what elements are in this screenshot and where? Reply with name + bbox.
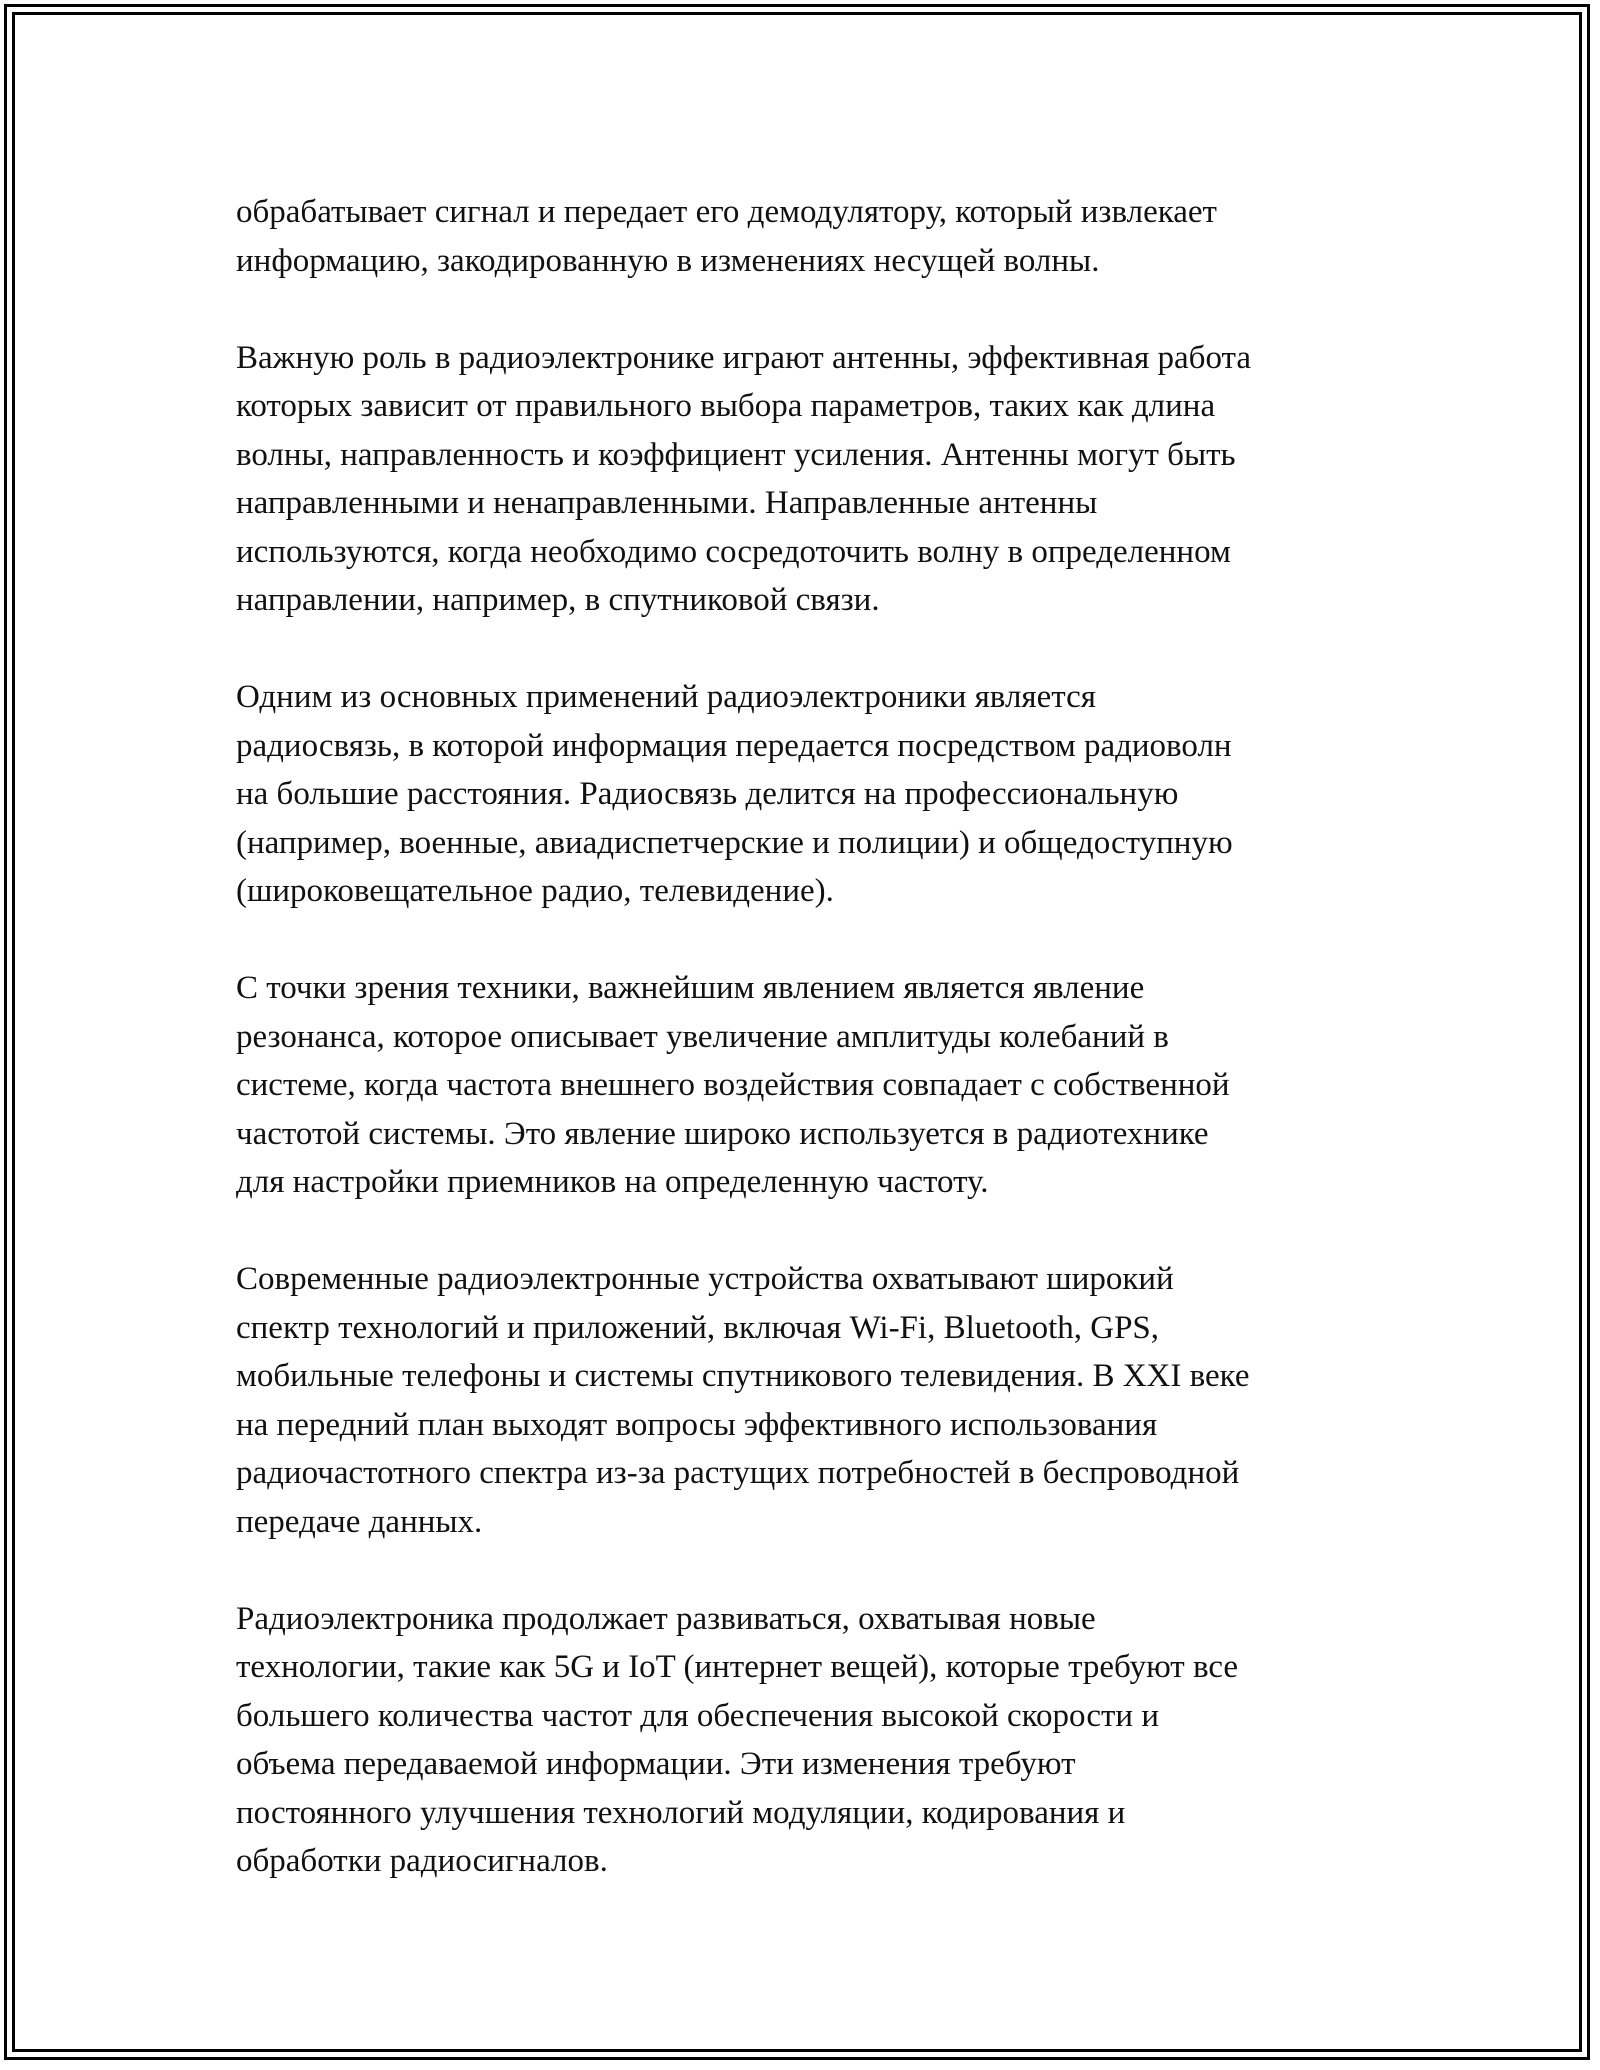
paragraph-antennas: Важную роль в радиоэлектронике играют антенны, эффективная работа которых зависит от правильного выбора параметров, таких как длина волны, направленность и коэффициент усиления. Антенны могут быть направленными и ненаправленными. Направленные антенны используются, когда необходимо сосредоточить волну в определенном направлении, например, в спутниковой связи. [236, 339, 1251, 618]
paragraph-modern-devices: Современные радиоэлектронные устройства охватывают широкий спектр технологий и приложений, включая Wi-Fi, Bluetooth, GPS, мобильные телефоны и системы спутникового телевидения. В XXI веке на передний план выходят вопросы эффективного использования радиочастотного спектра из-за растущих потребностей в беспроводной передаче данных. [236, 1261, 1250, 1540]
paragraph-radio-communication: Одним из основных применений радиоэлектроники является радиосвязь, в которой информация передается посредством радиоволн на большие расстояния. Радиосвязь делится на профессиональную (например, военные, авиадиспетчерские и полиции) и общедоступную (широковещательное радио, телевидение). [236, 679, 1233, 909]
paragraph-future-technologies: Радиоэлектроника продолжает развиваться, охватывая новые технологии, такие как 5G и IoT (интернет вещей), которые требуют все большего количества частот для обеспечения высокой скорости и объема передаваемой информации. Эти изменения требуют постоянного улучшения технологий модуляции, кодирования и обработки радиосигналов. [236, 1600, 1239, 1879]
paragraph-demodulator: обрабатывает сигнал и передает его демодулятору, который извлекает информацию, закодированную в изменениях несущей волны. [236, 194, 1217, 279]
paragraph-resonance: С точки зрения техники, важнейшим явлением является явление резонанса, которое описывает увеличение амплитуды колебаний в системе, когда частота внешнего воздействия совпадает с собственной частотой системы. Это явление широко используется в радиотехнике для настройки приемников на определенную частоту. [236, 970, 1230, 1200]
document-body [236, 188, 1386, 1934]
